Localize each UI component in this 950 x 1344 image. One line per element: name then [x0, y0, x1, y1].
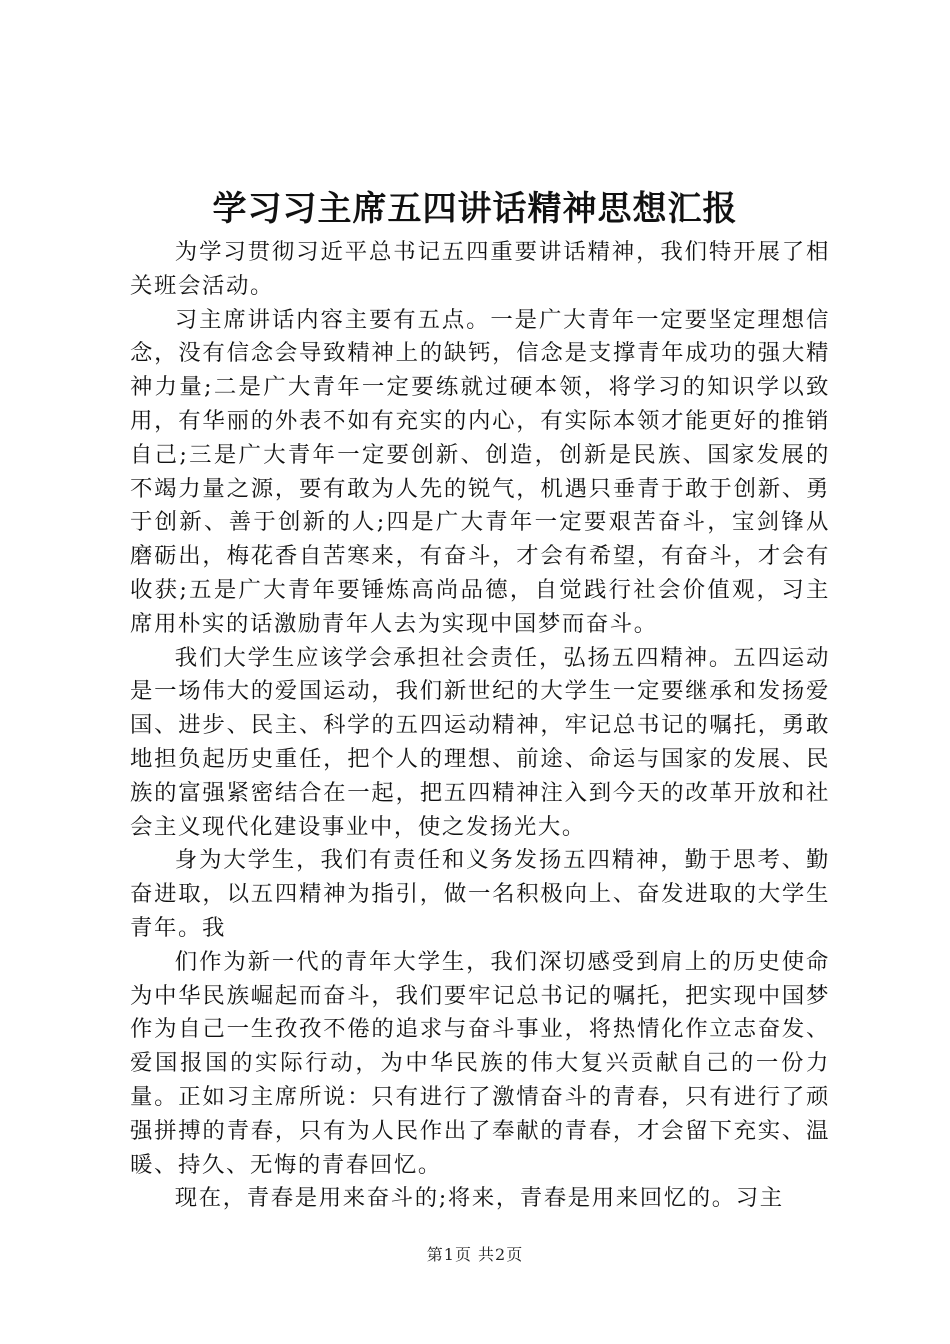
paragraph: 我们大学生应该学会承担社会责任，弘扬五四精神。五四运动是一场伟大的爱国运动，我们新世纪的大学生一定要继承和发扬爱国、进步、民主、科学的五四运动精神，牢记总书记的嘱托，勇敢地担负起历史重任，把个人的理想、前途、命运与国家的发展、民族的富强紧密结合在一起，把五四精神注入到今天的改革开放和社会主义现代化建设事业中，使之发扬光大。	[130, 644, 830, 840]
paragraph: 身为大学生，我们有责任和义务发扬五四精神，勤于思考、勤奋进取，以五四精神为指引，做一名积极向上、奋发进取的大学生青年。我	[130, 847, 830, 941]
paragraph: 们作为新一代的青年大学生，我们深切感受到肩上的历史使命为中华民族崛起而奋斗，我们要牢记总书记的嘱托，把实现中国梦作为自己一生孜孜不倦的追求与奋斗事业，将热情化作立志奋发、爱国报国的实际行动，为中华民族的伟大复兴贡献自己的一份力量。正如习主席所说：只有进行了激情奋斗的青春，只有进行了顽强拼搏的青春，只有为人民作出了奉献的青春，才会留下充实、温暖、持久、无悔的青春回忆。	[130, 948, 830, 1178]
page-title: 学习习主席五四讲话精神思想汇报	[212, 189, 738, 229]
paragraph: 习主席讲话内容主要有五点。一是广大青年一定要坚定理想信念，没有信念会导致精神上的缺钙，信念是支撑青年成功的强大精神力量;二是广大青年一定要练就过硬本领，将学习的知识学以致用，有华丽的外表不如有充实的内心，有实际本领才能更好的推销自己;三是广大青年一定要创新、创造，创新是民族、国家发展的不竭力量之源，要有敢为人先的锐气，机遇只垂青于敢于创新、勇于创新、善于创新的人;四是广大青年一定要艰苦奋斗，宝剑锋从磨砺出，梅花香自苦寒来，有奋斗，才会有希望，有奋斗，才会有收获;五是广大青年要锤炼高尚品德，自觉践行社会价值观，习主席用朴实的话激励青年人去为实现中国梦而奋斗。	[130, 306, 830, 637]
paragraph: 现在，青春是用来奋斗的;将来，青春是用来回忆的。习主	[174, 1185, 784, 1212]
document-body	[130, 236, 830, 1216]
page-number-footer: 第1页 共2页	[426, 1245, 524, 1264]
paragraph: 为学习贯彻习近平总书记五四重要讲话精神，我们特开展了相关班会活动。	[130, 239, 830, 299]
